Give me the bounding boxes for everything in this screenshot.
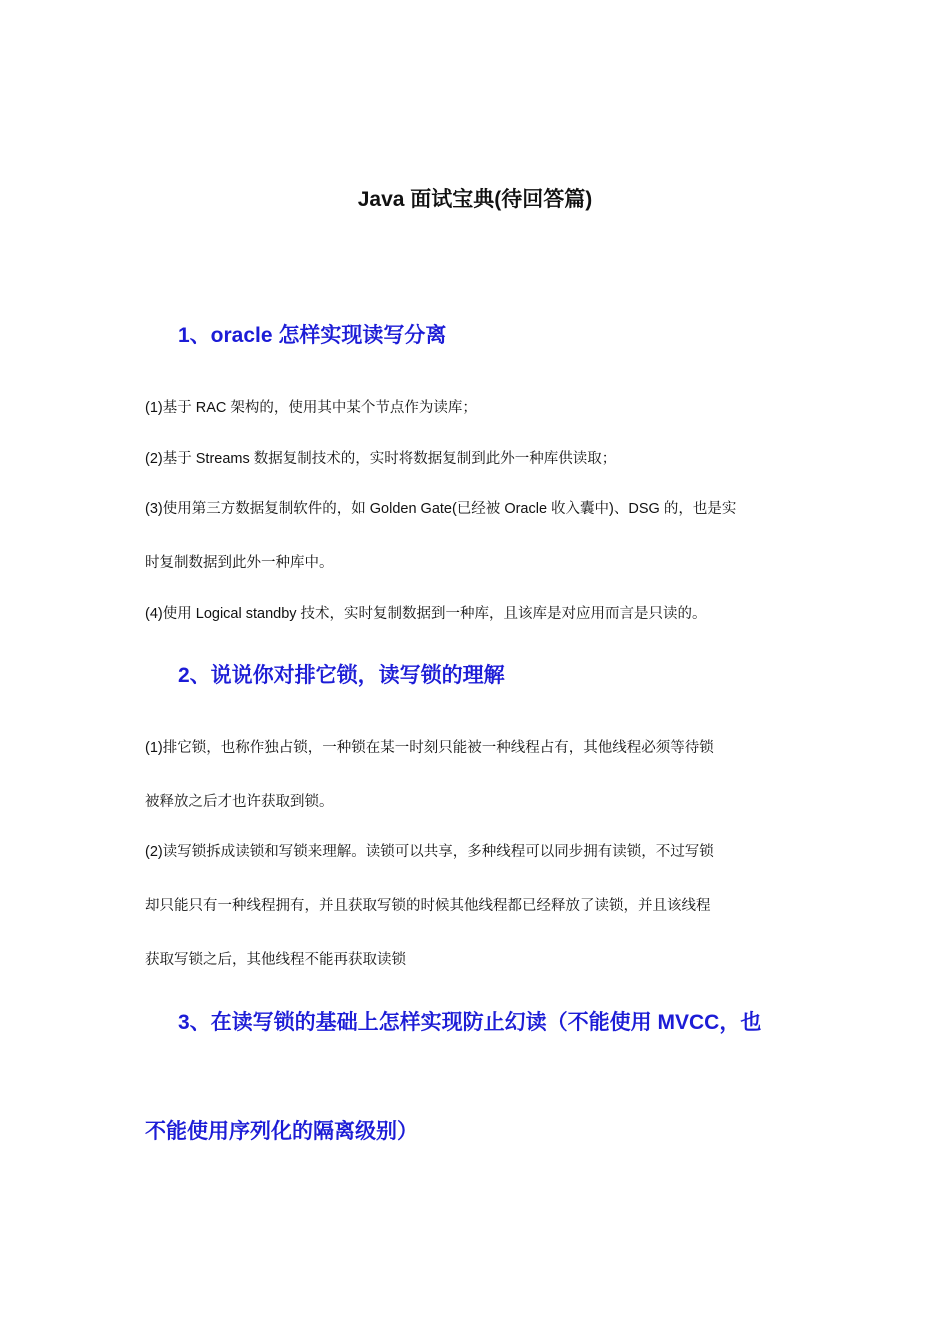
section-1-line-5: (4)使用 Logical standby 技术，实时复制数据到一种库，且该库是对应用而言是只读的。: [145, 606, 707, 622]
section-3-heading-line-1: [145, 1007, 815, 1039]
section-2-line-3: (2)读写锁拆成读锁和写锁来理解。读锁可以共享，多种线程可以同步拥有读锁，不过写锁: [145, 844, 714, 860]
section-1-heading-text: 1、oracle 怎样实现读写分离: [178, 324, 447, 347]
section-2-line-2: 被释放之后才也许获取到锁。: [145, 794, 334, 810]
section-1-line-3: (3)使用第三方数据复制软件的，如 Golden Gate(已经被 Oracle 收入囊中)、DSG 的，也是实: [145, 501, 737, 517]
section-2-line-4: 却只能只有一种线程拥有，并且获取写锁的时候其他线程都已经释放了读锁，并且该线程: [145, 898, 711, 914]
section-2-heading-text: 2、说说你对排它锁，读写锁的理解: [178, 664, 505, 687]
section-2-heading: [145, 660, 815, 692]
section-2-line-1: (1)排它锁，也称作独占锁，一种锁在某一时刻只能被一种线程占有，其他线程必须等待锁: [145, 740, 714, 756]
section-1-heading: [145, 320, 815, 352]
section-1-line-2: (2)基于 Streams 数据复制技术的，实时将数据复制到此外一种库供读取；: [145, 451, 617, 467]
section-1-line-1: (1)基于 RAC 架构的，使用其中某个节点作为读库；: [145, 400, 477, 416]
section-3-heading-text-1: 3、在读写锁的基础上怎样实现防止幻读（不能使用 MVCC，也: [178, 1011, 762, 1034]
section-1-line-4: 时复制数据到此外一种库中。: [145, 555, 334, 571]
section-2-line-5: 获取写锁之后，其他线程不能再获取读锁: [145, 952, 406, 968]
section-3-heading-line-2: 不能使用序列化的隔离级别）: [145, 1120, 418, 1143]
page-title: Java 面试宝典(待回答篇): [357, 188, 593, 211]
